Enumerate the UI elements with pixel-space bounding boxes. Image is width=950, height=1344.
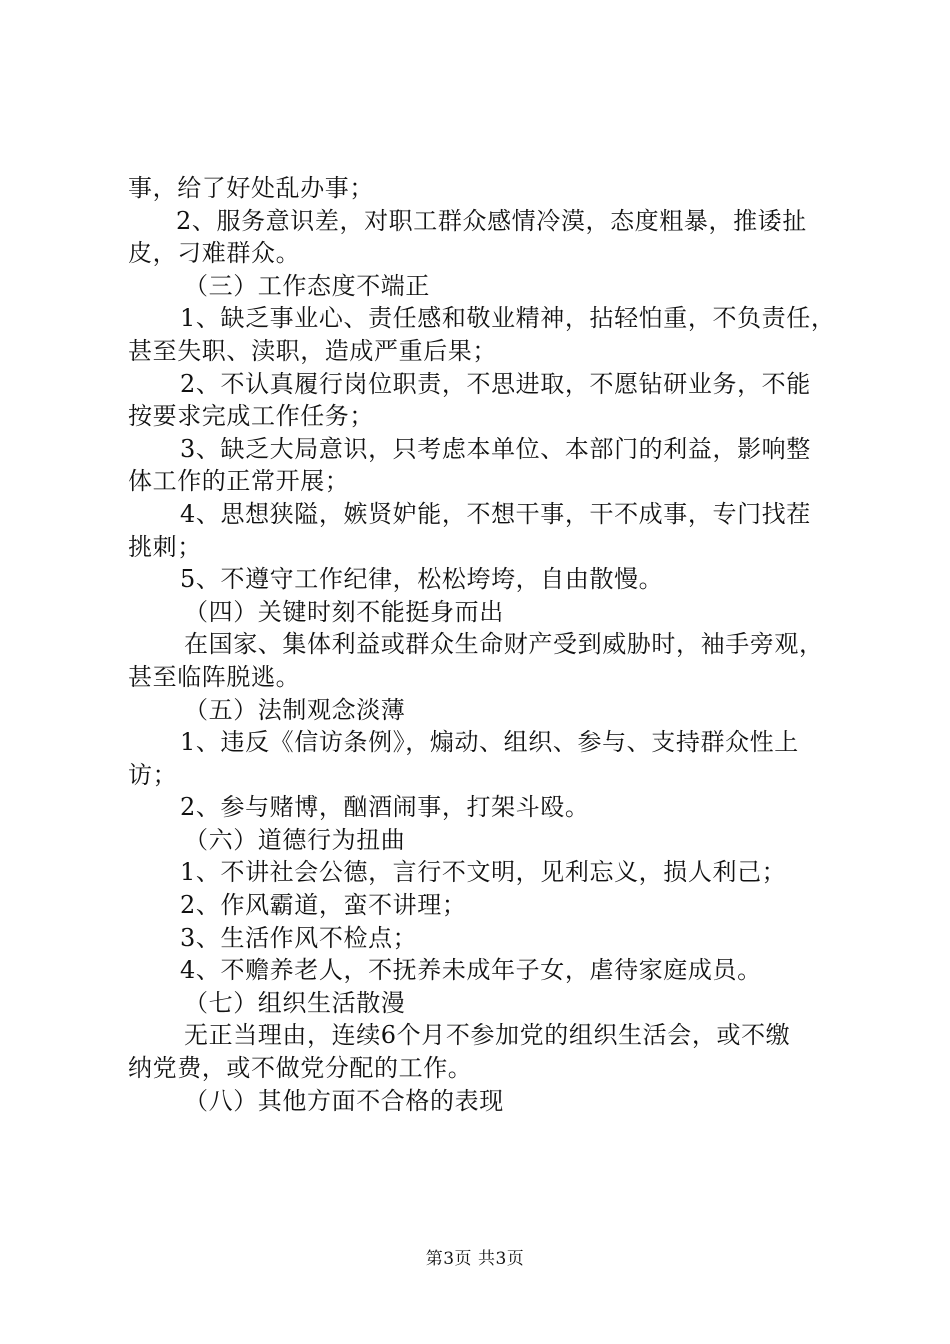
text-line: 3、缺乏大局意识，只考虑本单位、本部门的利益，影响整 [180,434,811,463]
text-line: 1、不讲社会公德，言行不文明，见利忘义，损人利己； [180,858,787,887]
text-line: 事，给了好处乱办事； [128,174,374,202]
page-number: 第3页 共3页 [425,1249,525,1269]
text-line: 4、思想狭隘，嫉贤妒能，不想干事，干不成事，专门找茬 [180,499,811,528]
section-heading: （三）工作态度不端正 [184,271,430,300]
text-line: 1、违反《信访条例》，煽动、组织、参与、支持群众性上 [180,728,799,757]
text-line: 2、服务意识差，对职工群众感情冷漠，态度粗暴，推诿扯 [176,206,807,235]
text-line: 按要求完成工作任务； [128,402,374,431]
text-line: 纳党费，或不做党分配的工作。 [128,1054,473,1083]
section-heading: （五）法制观念淡薄 [184,695,406,724]
text-line: 访； [128,760,178,789]
text-line: 1、缺乏事业心、责任感和敬业精神，拈轻怕重，不负责任， [180,304,836,333]
text-line: 2、作风霸道，蛮不讲理； [180,891,467,920]
section-heading: （七）组织生活散漫 [184,988,406,1017]
text-line: 挑刺； [128,532,202,561]
section-heading: （八）其他方面不合格的表现 [184,1086,504,1115]
text-line: 体工作的正常开展； [128,467,350,496]
text-line: 5、不遵守工作纪律，松松垮垮，自由散慢。 [180,565,664,594]
text-line: 甚至临阵脱逃。 [128,662,301,691]
text-line: 在国家、集体利益或群众生命财产受到威胁时，袖手旁观， [184,630,824,659]
text-line: 皮，刁难群众。 [128,239,301,268]
text-line: 甚至失职、渎职，造成严重后果； [128,336,497,365]
text-line: 2、参与赌博，酗酒闹事，打架斗殴。 [180,793,590,822]
page-footer [0,1244,950,1269]
text-line: 3、生活作风不检点； [180,923,418,952]
text-line: 2、不认真履行岗位职责，不思进取，不愿钻研业务，不能 [180,369,811,398]
document-body [128,172,848,1117]
text-line: 无正当理由，连续6个月不参加党的组织生活会，或不缴 [184,1021,791,1050]
text-line: 4、不赡养老人，不抚养未成年子女，虐待家庭成员。 [180,956,762,985]
section-heading: （四）关键时刻不能挺身而出 [184,597,504,626]
section-heading: （六）道德行为扭曲 [184,825,406,854]
